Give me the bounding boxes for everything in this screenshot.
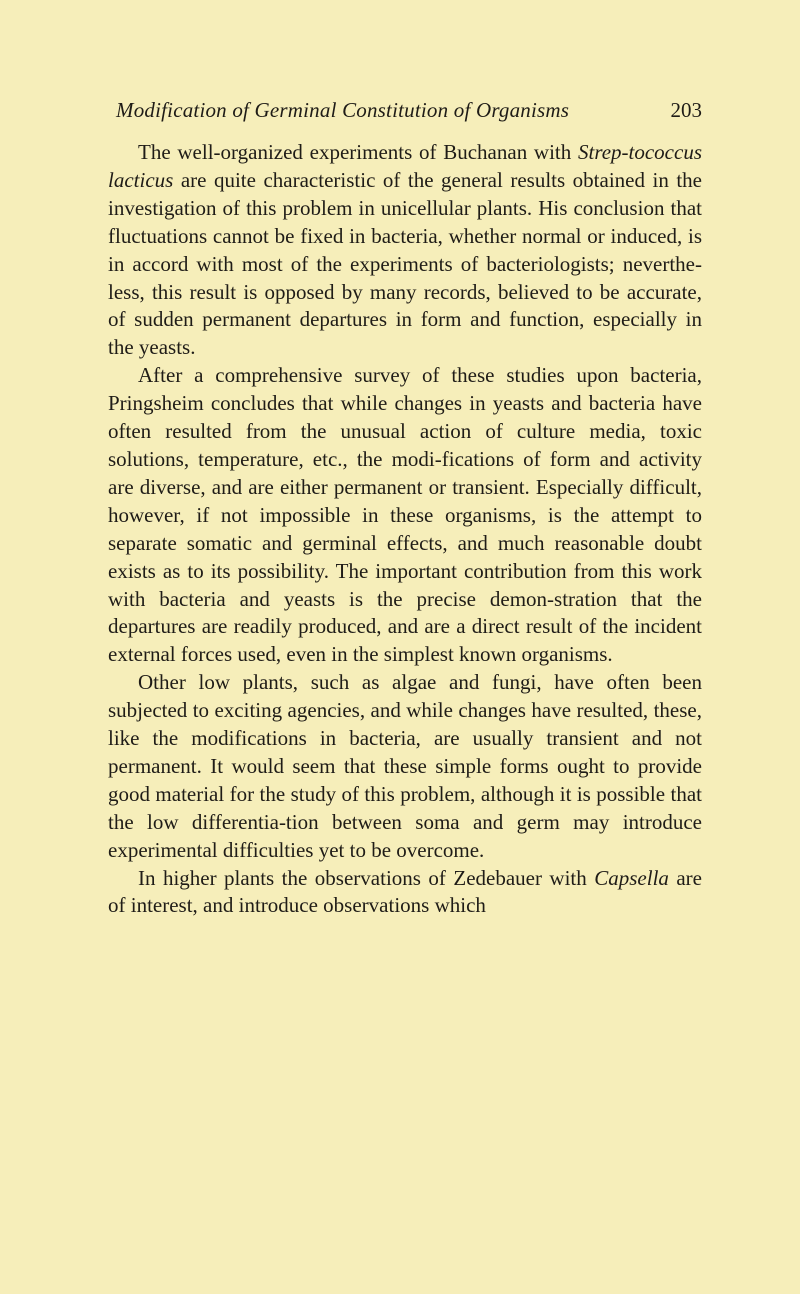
italic-text: Capsella xyxy=(594,865,669,890)
paragraph xyxy=(108,865,702,921)
paragraph-text: In higher plants the observations of Zedebauer with xyxy=(138,865,595,890)
body-text xyxy=(108,139,702,920)
paragraph-text: are quite characteristic of the general results obtained in the investigation of this problem in unicellular plants. His conclusion that fluctuations cannot be fixed in bacteria, whether normal or induced, is in accord with most of the experiments of bacteriologists; neverthe-less, this result is opposed by many records, believed to be accurate, of sudden permanent departures in form and function, especially in the yeasts. xyxy=(108,167,702,360)
paragraph-text: Other low plants, such as algae and fungi, have often been subjected to exciting agencies, and while changes have resulted, these, like the modifications in bacteria, are usually transient and not permanent. It would seem that these simple forms ought to provide good material for the study of this problem, although it is possible that the low differentia-tion between soma and germ may introduce experimental difficulties yet to be overcome. xyxy=(108,670,702,862)
italic-text: Strep-tococcus lacticus xyxy=(108,140,702,192)
paragraph-text: After a comprehensive survey of these studies upon bacteria, Pringsheim concludes that while changes in yeasts and bacteria have often resulted from the unusual action of culture media, toxic solutions, temperature, etc., the modi-fications of form and activity are diverse, and are either permanent or transient. Especially difficult, however, if not impossible in these organisms, is the attempt to separate somatic and germinal effects, and much reasonable doubt exists as to its possibility. The important contribution from this work with bacteria and yeasts is the precise demon-stration that the departures are readily produced, and are a direct result of the incident external forces used, even in the simplest known organisms. xyxy=(108,363,702,667)
running-head xyxy=(108,98,702,128)
paragraph xyxy=(108,362,702,669)
paragraph xyxy=(108,669,702,864)
paragraph-text: are of interest, and introduce observations which xyxy=(108,865,703,918)
paragraph xyxy=(108,139,702,362)
page-number: 203 xyxy=(670,98,702,122)
running-head-title: Modification of Germinal Constitution of Organisms xyxy=(116,98,570,122)
paragraph-text: The well-organized experiments of Buchanan with xyxy=(138,140,578,164)
